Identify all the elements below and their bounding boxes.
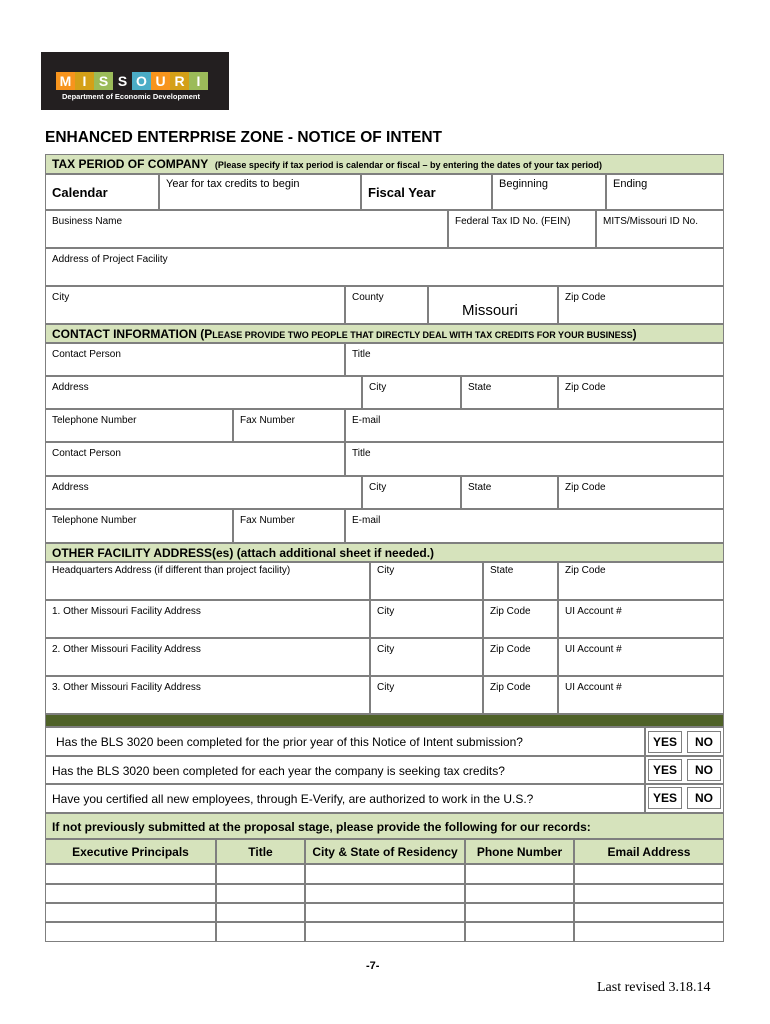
no-checkbox[interactable]: NO (687, 759, 721, 781)
mits-field[interactable] (596, 210, 724, 248)
contact1-title-label: Title (352, 349, 371, 360)
contact2-title-field[interactable] (345, 442, 724, 476)
logo-letter: M (56, 72, 75, 90)
hq-zip-field[interactable] (558, 562, 724, 600)
facility3-ui-label: UI Account # (565, 682, 622, 693)
facility3-zip-label: Zip Code (490, 682, 531, 693)
contact1-zip-field[interactable] (558, 376, 724, 409)
facility1-address-field[interactable] (45, 600, 370, 638)
contact1-address-field[interactable] (45, 376, 362, 409)
table-cell[interactable] (574, 903, 724, 922)
facility2-ui-field[interactable] (558, 638, 724, 676)
contact2-address-field[interactable] (45, 476, 362, 509)
table-cell[interactable] (465, 884, 574, 903)
business-name-field[interactable] (45, 210, 448, 248)
facility2-address-label: 2. Other Missouri Facility Address (52, 644, 201, 655)
table-cell[interactable] (45, 884, 216, 903)
table-cell[interactable] (45, 864, 216, 884)
question-text: Have you certified all new employees, through E-Verify, are authorized to work in the U.S.? (52, 792, 534, 806)
contact1-state-field[interactable] (461, 376, 558, 409)
question-bls-prior-year (45, 727, 645, 756)
project-state-text: Missouri (462, 302, 518, 319)
logo-letter: I (75, 72, 94, 90)
hq-state-field[interactable] (483, 562, 558, 600)
project-state-value (428, 286, 558, 324)
facility2-zip-field[interactable] (483, 638, 558, 676)
section-divider (45, 714, 724, 727)
question-text: Has the BLS 3020 been completed for each year the company is seeking tax credits? (52, 764, 505, 778)
logo-letter: S (94, 72, 113, 90)
facility2-city-field[interactable] (370, 638, 483, 676)
contact1-city-field[interactable] (362, 376, 461, 409)
tax-period-band-main: TAX PERIOD OF COMPANY (52, 157, 209, 171)
contact2-email-field[interactable] (345, 509, 724, 543)
table-cell[interactable] (574, 884, 724, 903)
other-facility-band-text: OTHER FACILITY ADDRESS(es) (attach additional sheet if needed.) (52, 546, 435, 560)
logo-letter: I (189, 72, 208, 90)
table-cell[interactable] (45, 922, 216, 942)
yes-checkbox[interactable]: YES (648, 759, 682, 781)
contact2-email-label: E-mail (352, 515, 381, 526)
table-cell[interactable] (216, 864, 305, 884)
hq-address-label: Headquarters Address (if different than project facility) (52, 565, 291, 576)
logo-letter: S (113, 72, 132, 90)
logo-subtitle: Department of Economic Development (62, 92, 200, 101)
header-title: Title (216, 839, 305, 864)
fiscal-year-label: Fiscal Year (368, 185, 436, 200)
project-city-label: City (52, 292, 70, 303)
records-band-text: If not previously submitted at the proposal stage, please provide the following for our records: (52, 820, 591, 834)
page-number: -7- (366, 960, 380, 972)
table-cell[interactable] (465, 864, 574, 884)
logo-letters (56, 72, 208, 90)
header-email: Email Address (574, 839, 724, 864)
facility1-city-field[interactable] (370, 600, 483, 638)
calendar-label: Calendar (52, 185, 108, 200)
table-cell[interactable] (465, 922, 574, 942)
hq-city-field[interactable] (370, 562, 483, 600)
contact-info-band (45, 324, 724, 343)
fiscal-year-cell[interactable] (361, 174, 492, 210)
hq-city-label: City (377, 565, 395, 576)
table-cell[interactable] (305, 922, 465, 942)
table-cell[interactable] (305, 903, 465, 922)
facility1-zip-field[interactable] (483, 600, 558, 638)
beginning-field[interactable] (492, 174, 606, 210)
facility2-zip-label: Zip Code (490, 644, 531, 655)
contact1-fax-label: Fax Number (240, 415, 296, 426)
ending-field[interactable] (606, 174, 724, 210)
table-cell[interactable] (45, 903, 216, 922)
contact2-zip-field[interactable] (558, 476, 724, 509)
facility3-address-label: 3. Other Missouri Facility Address (52, 682, 201, 693)
contact-band-note: LEASE PROVIDE TWO PEOPLE THAT DIRECTLY DEAL WITH TAX CREDITS FOR YOUR BUSINESS (212, 330, 633, 340)
contact1-phone-label: Telephone Number (52, 415, 137, 426)
year-credits-label: Year for tax credits to begin (166, 178, 300, 190)
project-county-label: County (352, 292, 384, 303)
facility1-ui-label: UI Account # (565, 606, 622, 617)
contact-band-main: CONTACT INFORMATION (P (52, 327, 213, 341)
contact1-email-field[interactable] (345, 409, 724, 442)
last-revised: Last revised 3.18.14 (597, 980, 711, 995)
fein-label: Federal Tax ID No. (FEIN) (455, 216, 571, 227)
calendar-cell[interactable] (45, 174, 159, 210)
project-zip-label: Zip Code (565, 292, 606, 303)
contact1-address-label: Address (52, 382, 89, 393)
table-cell[interactable] (216, 903, 305, 922)
table-cell[interactable] (574, 922, 724, 942)
question-e-verify (45, 784, 645, 813)
logo-letter: O (132, 72, 151, 90)
header-executive-principals: Executive Principals (45, 839, 216, 864)
yes-checkbox[interactable]: YES (648, 731, 682, 753)
contact2-city-field[interactable] (362, 476, 461, 509)
contact2-address-label: Address (52, 482, 89, 493)
facility3-address-field[interactable] (45, 676, 370, 714)
facility2-ui-label: UI Account # (565, 644, 622, 655)
tax-period-band-note: (Please specify if tax period is calendar or fiscal – by entering the dates of your tax period) (214, 160, 603, 170)
facility1-city-label: City (377, 606, 395, 617)
facility2-city-label: City (377, 644, 395, 655)
other-facility-band (45, 543, 724, 562)
contact1-phone-field[interactable] (45, 409, 233, 442)
form-title: ENHANCED ENTERPRISE ZONE - NOTICE OF INTENT (45, 129, 442, 146)
contact2-person-label: Contact Person (52, 448, 121, 459)
year-credits-field[interactable] (159, 174, 361, 210)
facility3-city-label: City (377, 682, 395, 693)
contact2-person-field[interactable] (45, 442, 345, 476)
yes-checkbox[interactable]: YES (648, 787, 682, 809)
table-cell[interactable] (574, 864, 724, 884)
beginning-label: Beginning (499, 178, 548, 190)
facility2-address-field[interactable] (45, 638, 370, 676)
question-bls-each-year (45, 756, 645, 784)
project-county-field[interactable] (345, 286, 428, 324)
project-zip-field[interactable] (558, 286, 724, 324)
no-checkbox[interactable]: NO (687, 787, 721, 809)
table-cell[interactable] (305, 864, 465, 884)
contact2-title-label: Title (352, 448, 371, 459)
contact1-email-label: E-mail (352, 415, 381, 426)
mits-label: MITS/Missouri ID No. (603, 216, 699, 227)
logo-letter: U (151, 72, 170, 90)
contact2-phone-label: Telephone Number (52, 515, 137, 526)
contact1-city-label: City (369, 382, 387, 393)
contact1-zip-label: Zip Code (565, 382, 606, 393)
contact2-fax-field[interactable] (233, 509, 345, 543)
facility3-city-field[interactable] (370, 676, 483, 714)
contact2-state-field[interactable] (461, 476, 558, 509)
contact1-fax-field[interactable] (233, 409, 345, 442)
contact2-city-label: City (369, 482, 387, 493)
header-city-state: City & State of Residency (305, 839, 465, 864)
table-cell[interactable] (216, 922, 305, 942)
header-phone: Phone Number (465, 839, 574, 864)
table-cell[interactable] (216, 884, 305, 903)
contact1-state-label: State (468, 382, 492, 393)
project-address-field[interactable] (45, 248, 724, 286)
contact1-person-label: Contact Person (52, 349, 121, 360)
project-city-field[interactable] (45, 286, 345, 324)
facility1-address-label: 1. Other Missouri Facility Address (52, 606, 201, 617)
facility3-ui-field[interactable] (558, 676, 724, 714)
ending-label: Ending (613, 178, 648, 190)
hq-address-field[interactable] (45, 562, 370, 600)
contact2-fax-label: Fax Number (240, 515, 296, 526)
contact1-person-field[interactable] (45, 343, 345, 376)
contact1-title-field[interactable] (345, 343, 724, 376)
facility1-zip-label: Zip Code (490, 606, 531, 617)
contact-band-end: ) (632, 327, 637, 341)
project-address-label: Address of Project Facility (52, 254, 168, 265)
tax-period-band (45, 154, 724, 174)
logo-letter: R (170, 72, 189, 90)
fein-field[interactable] (448, 210, 596, 248)
facility3-zip-field[interactable] (483, 676, 558, 714)
no-checkbox[interactable]: NO (687, 731, 721, 753)
facility1-ui-field[interactable] (558, 600, 724, 638)
contact2-zip-label: Zip Code (565, 482, 606, 493)
contact2-state-label: State (468, 482, 492, 493)
records-band (45, 813, 724, 839)
hq-state-label: State (490, 565, 514, 576)
hq-zip-label: Zip Code (565, 565, 606, 576)
table-cell[interactable] (305, 884, 465, 903)
business-name-label: Business Name (52, 216, 123, 227)
contact2-phone-field[interactable] (45, 509, 233, 543)
question-text: Has the BLS 3020 been completed for the prior year of this Notice of Intent submission? (56, 735, 523, 749)
missouri-logo (41, 52, 229, 110)
table-cell[interactable] (465, 903, 574, 922)
